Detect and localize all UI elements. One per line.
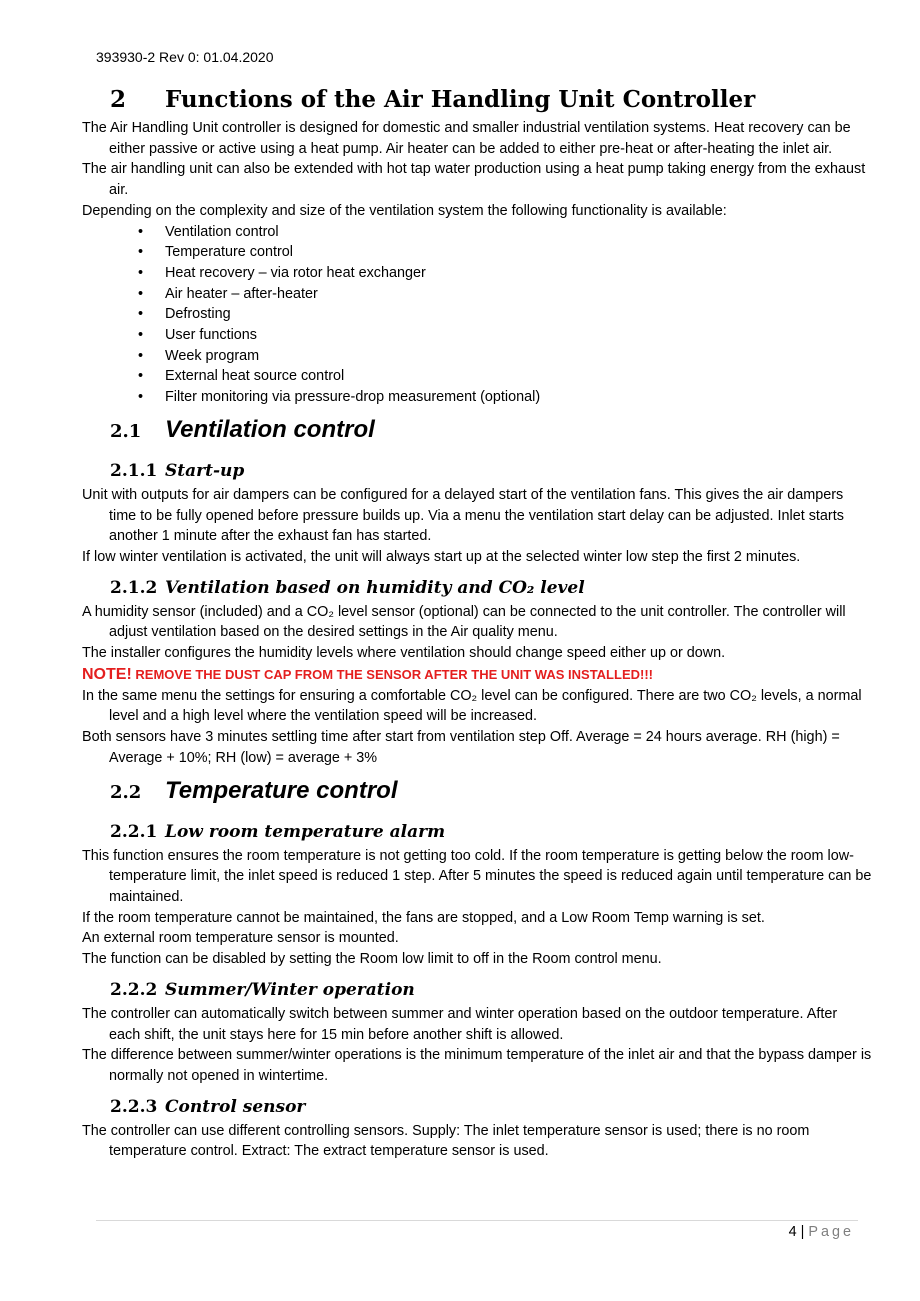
list-item: • Air heater – after-heater: [82, 284, 872, 305]
section-title: Temperature control: [165, 776, 398, 804]
paragraph: A humidity sensor (included) and a CO₂ level sensor (optional) can be connected to the unit controller. The controller will adjust ventilation based on the desired settings in the Air quality menu.: [82, 603, 846, 641]
page-footer: [789, 1224, 854, 1240]
section-number: 2.1.1: [110, 460, 158, 481]
section-title: Ventilation control: [165, 415, 375, 443]
list-item: • Ventilation control: [82, 222, 872, 243]
paragraph: This function ensures the room temperature is not getting too cold. If the room temperature is getting below the room low-temperature limit, the inlet speed is reduced 1 step. After 5 minutes the speed is reduced again until temperature can be maintained.: [82, 847, 872, 905]
list-item: • Heat recovery – via rotor heat exchanger: [82, 263, 872, 284]
section-number: 2.2.2: [110, 979, 158, 1000]
section-2-heading: [82, 86, 872, 113]
paragraph: The function can be disabled by setting the Room low limit to off in the Room control menu.: [82, 951, 662, 968]
section-number: 2.2.1: [110, 821, 158, 842]
paragraph: In the same menu the settings for ensuring a comfortable CO₂ level can be configured. There are two CO₂ levels, a normal level and a high level where the ventilation speed will be increased.: [82, 687, 862, 725]
section-number: 2.1.2: [110, 577, 158, 598]
section-title: Summer/Winter operation: [165, 979, 415, 1000]
paragraph: An external room temperature sensor is mounted.: [82, 930, 399, 947]
note-text: REMOVE THE DUST CAP FROM THE SENSOR AFTER THE UNIT WAS INSTALLED!!!: [131, 666, 653, 682]
footer-divider: [96, 1220, 858, 1221]
warning-note: [82, 666, 872, 684]
paragraph: The installer configures the humidity levels where ventilation should change speed either up or down.: [82, 645, 726, 662]
paragraph: Both sensors have 3 minutes settling time after start from ventilation step Off. Average = 24 hours average. RH (high) = Average + 10%; RH (low) = average + 3%: [82, 729, 840, 766]
section-2-1-heading: [82, 416, 872, 444]
list-item: • Filter monitoring via pressure-drop measurement (optional): [82, 387, 872, 408]
section-number: 2: [110, 86, 127, 113]
section-number: 2.2: [110, 781, 142, 803]
list-item: • Week program: [82, 346, 872, 367]
note-prefix: NOTE!: [82, 665, 132, 683]
page-content: [82, 86, 872, 1162]
functionality-list: [82, 222, 872, 408]
footer-separator: |: [800, 1224, 805, 1240]
paragraph: If low winter ventilation is activated, the unit will always start up at the selected winter low step the first 2 minutes.: [82, 548, 801, 565]
section-2-2-2-heading: [82, 980, 872, 1000]
paragraph: The Air Handling Unit controller is designed for domestic and smaller industrial ventilation systems. Heat recovery can be either passive or active using a heat pump. Air heater can be added to either pre-heat or after-heating the inlet air.: [82, 120, 851, 157]
section-2-2-1-heading: [82, 822, 872, 842]
page-number: 4: [788, 1224, 797, 1240]
list-item: • External heat source control: [82, 366, 872, 387]
list-item: • Defrosting: [82, 304, 872, 325]
paragraph: The controller can use different controlling sensors. Supply: The inlet temperature sensor is used; there is no room temperature control. Extract: The extract temperature sensor is used.: [82, 1122, 810, 1160]
section-2-1-1-heading: [82, 461, 872, 481]
section-number: 2.1: [110, 420, 142, 442]
section-title: Functions of the Air Handling Unit Controller: [165, 86, 756, 113]
paragraph: If the room temperature cannot be maintained, the fans are stopped, and a Low Room Temp warning is set.: [82, 909, 765, 926]
section-2-2-heading: [82, 777, 872, 805]
section-number: 2.2.3: [110, 1096, 158, 1117]
list-item: • Temperature control: [82, 242, 872, 263]
paragraph: The air handling unit can also be extended with hot tap water production using a heat pump taking energy from the exhaust air.: [82, 161, 866, 199]
paragraph: The difference between summer/winter operations is the minimum temperature of the inlet air and that the bypass damper is normally not opened in wintertime.: [82, 1047, 872, 1084]
section-title: Low room temperature alarm: [165, 821, 446, 842]
list-item: • User functions: [82, 325, 872, 346]
page-word: Page: [808, 1224, 854, 1240]
section-2-2-3-heading: [82, 1097, 872, 1117]
section-title: Start-up: [165, 460, 245, 481]
paragraph: Unit with outputs for air dampers can be configured for a delayed start of the ventilation fans. This gives the air dampers time to be fully opened before pressure builds up. Via a menu the ventilation start delay can be adjusted. Inlet starts another 1 minute after the exhaust fan has started.: [82, 486, 844, 545]
section-2-1-2-heading: [82, 578, 872, 598]
section-title: Ventilation based on humidity and CO₂ level: [165, 577, 585, 598]
document-reference: 393930-2 Rev 0: 01.04.2020: [96, 49, 274, 65]
paragraph: Depending on the complexity and size of the ventilation system the following functionality is available:: [82, 202, 727, 219]
section-title: Control sensor: [165, 1096, 306, 1117]
paragraph: The controller can automatically switch between summer and winter operation based on the outdoor temperature. After each shift, the unit stays here for 15 min before another shift is allowed.: [82, 1005, 838, 1043]
